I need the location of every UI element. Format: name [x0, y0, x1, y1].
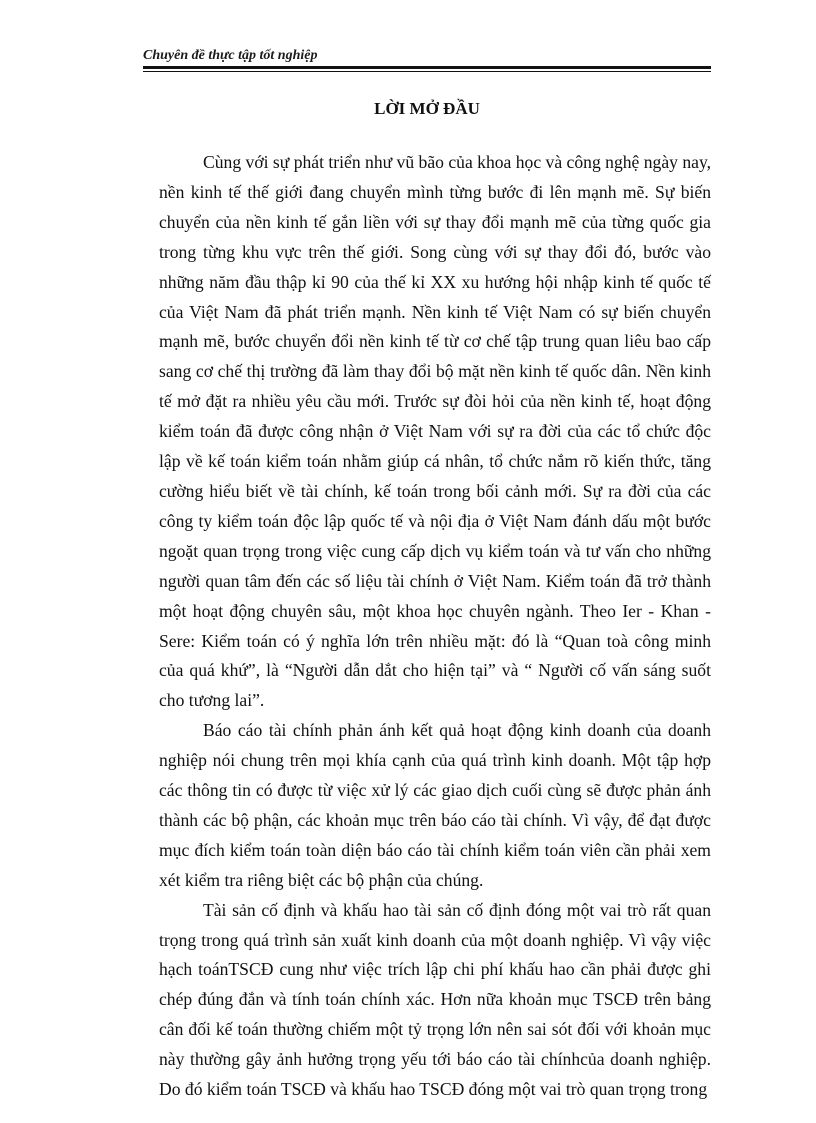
document-title: LỜI MỞ ĐẦU	[374, 99, 480, 118]
paragraph-2: Báo cáo tài chính phản ánh kết quả hoạt động kinh doanh của doanh nghiệp nói chung trên mọi khía cạnh của quá trình kinh doanh. Một tập hợp các thông tin có được từ việc xử lý các giao dịch cuối cùng sẽ được phản ánh thành các bộ phận, các khoản mục trên báo cáo tài chính. Vì vậy, để đạt được mục đích kiểm toán toàn diện báo cáo tài chính kiểm toán viên cần phải xem xét kiểm tra riêng biệt các bộ phận của chúng.	[159, 720, 711, 890]
header-title: Chuyên đề thực tập tốt nghiệp	[143, 48, 318, 63]
body-text	[159, 148, 711, 1105]
header-rule-thick	[143, 66, 711, 69]
paragraph-3: Tài sản cố định và khấu hao tài sản cố định đóng một vai trò rất quan trọng trong quá trình sản xuất kinh doanh của một doanh nghiệp. Vì vậy việc hạch toánTSCĐ cung như việc trích lập chi phí khấu hao cần phải được ghi chép đúng đắn và tính toán chính xác. Hơn nữa khoản mục TSCĐ trên bảng cân đối kế toán thường chiếm một tỷ trọng lớn nên sai sót đối với khoản mục này thường gây ảnh hưởng trọng yếu tới báo cáo tài chínhcủa doanh nghiệp. Do đó kiểm toán TSCĐ và khấu hao TSCĐ đóng một vai trò quan trọng trong	[159, 899, 711, 1100]
paragraph-1: Cùng với sự phát triển như vũ bão của khoa học và công nghệ ngày nay, nền kinh tế thế giới đang chuyển mình từng bước đi lên mạnh mẽ. Sự biến chuyển của nền kinh tế gắn liền với sự thay đổi mạnh mẽ của từng quốc gia trong từng khu vực trên thế giới. Song cùng với sự thay đổi đó, bước vào những năm đầu thập kỉ 90 của thế kỉ XX xu hướng hội nhập kinh tế quốc tế của Việt Nam đã phát triển mạnh. Nền kinh tế Việt Nam có sự biến chuyển mạnh mẽ, bước chuyển đổi nền kinh tế từ cơ chế tập trung quan liêu bao cấp sang cơ chế thị trường đã làm thay đổi bộ mặt nền kinh tế quốc dân. Nền kinh tế mở đặt ra nhiều yêu cầu mới. Trước sự đòi hỏi của nền kinh tế, hoạt động kiểm toán đã được công nhận ở Việt Nam với sự ra đời của các tổ chức độc lập về kế toán kiểm toán nhằm giúp cá nhân, tổ chức nắm rõ kiến thức, tăng cường hiểu biết về tài chính, kế toán trong bối cảnh mới. Sự ra đời của các công ty kiểm toán độc lập quốc tế và nội địa ở Việt Nam đánh dấu một bước ngoặt quan trọng trong việc cung cấp dịch vụ kiểm toán và tư vấn cho những người quan tâm đến các số liệu tài chính ở Việt Nam. Kiểm toán đã trở thành một hoạt động chuyên sâu, một khoa học chuyên ngành. Theo Ier - Khan - Sere: Kiểm toán có ý nghĩa lớn trên nhiều mặt: đó là “Quan toà công minh của quá khứ”, là “Người dẫn dắt cho hiện tại” và “ Người cố vấn sáng suốt cho tương lai”.	[159, 152, 712, 711]
header-rule-thin	[143, 71, 711, 72]
page-header	[143, 47, 711, 72]
